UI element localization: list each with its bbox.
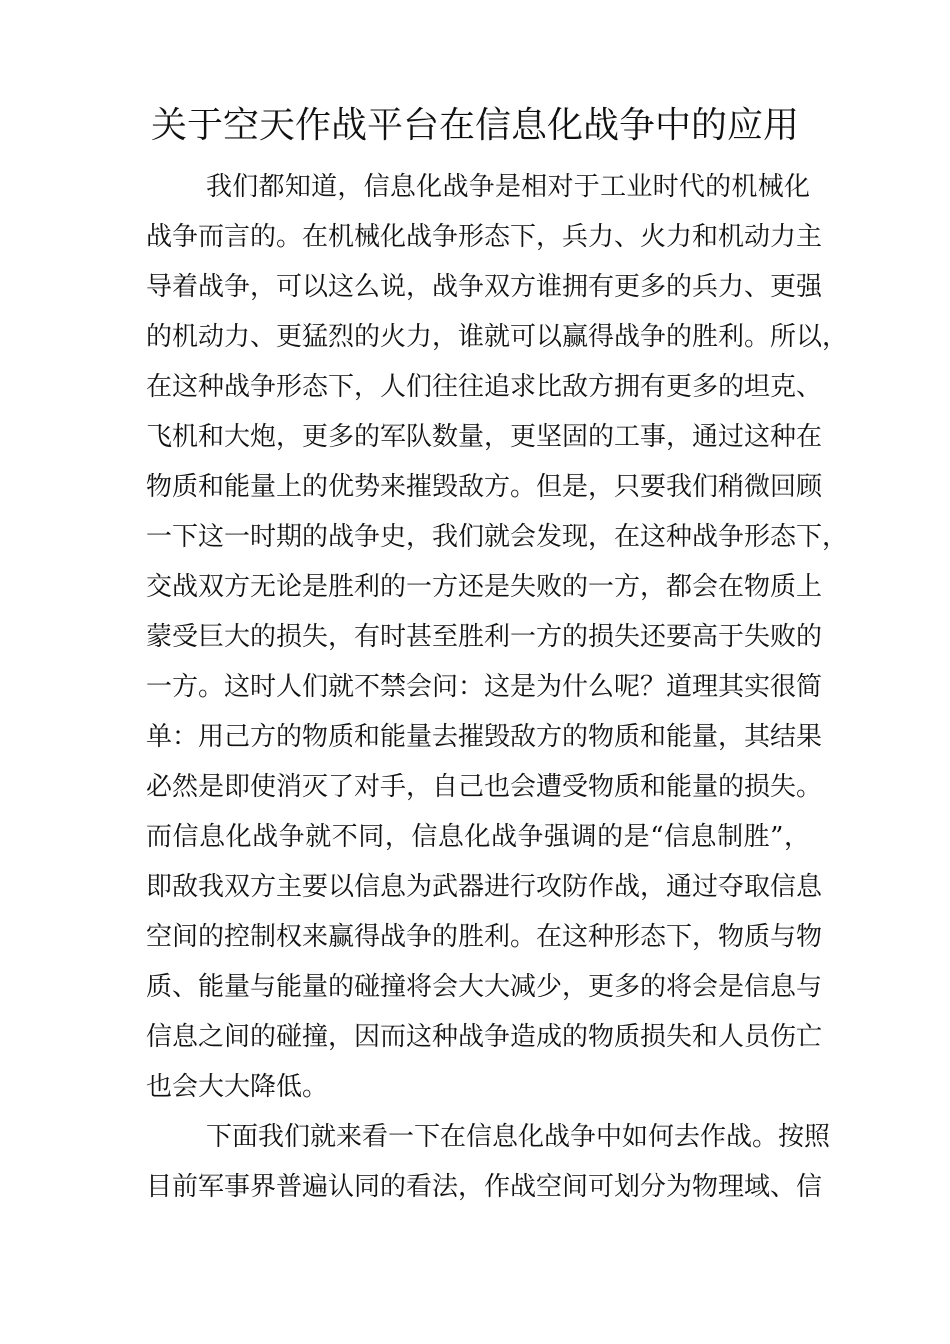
paragraph-1-line-18: 信息之间的碰撞，因而这种战争造成的物质损失和人员伤亡: [146, 1022, 823, 1052]
paragraph-1-line-5: 在这种战争形态下，人们往往追求比敌方拥有更多的坦克、: [146, 372, 823, 402]
paragraph-1-line-13: 必然是即使消灭了对手，自己也会遭受物质和能量的损失。: [146, 772, 823, 802]
paragraph-1-line-7: 物质和能量上的优势来摧毁敌方。但是，只要我们稍微回顾: [146, 472, 823, 502]
document-body: [146, 162, 849, 1212]
paragraph-1-line-16: 空间的控制权来赢得战争的胜利。在这种形态下，物质与物: [146, 922, 823, 952]
paragraph-2-line-2: 目前军事界普遍认同的看法，作战空间可划分为物理域、信: [146, 1172, 823, 1202]
paragraph-1-line-14: 而信息化战争就不同，信息化战争强调的是“信息制胜”，: [146, 822, 810, 852]
paragraph-1-line-4: 的机动力、更猛烈的火力，谁就可以赢得战争的胜利。所以，: [146, 322, 849, 352]
document-title: 关于空天作战平台在信息化战争中的应用: [150, 105, 799, 146]
paragraph-1-line-1: 我们都知道，信息化战争是相对于工业时代的机械化: [206, 172, 810, 202]
paragraph-2-line-1: 下面我们就来看一下在信息化战争中如何去作战。按照: [206, 1122, 831, 1152]
paragraph-1-line-6: 飞机和大炮，更多的军队数量，更坚固的工事，通过这种在: [146, 422, 823, 452]
paragraph-1-line-15: 即敌我双方主要以信息为武器进行攻防作战，通过夺取信息: [146, 872, 823, 902]
paragraph-1-line-8: 一下这一时期的战争史，我们就会发现，在这种战争形态下，: [146, 522, 849, 552]
paragraph-1-line-3: 导着战争，可以这么说，战争双方谁拥有更多的兵力、更强: [146, 272, 823, 302]
paragraph-1-line-19: 也会大大降低。: [146, 1072, 329, 1102]
paragraph-1-line-11: 一方。这时人们就不禁会问：这是为什么呢？道理其实很简: [146, 672, 823, 702]
paragraph-1-line-2: 战争而言的。在机械化战争形态下，兵力、火力和机动力主: [146, 222, 823, 252]
paragraph-1-line-12: 单：用己方的物质和能量去摧毁敌方的物质和能量，其结果: [146, 722, 823, 752]
paragraph-1-line-10: 蒙受巨大的损失，有时甚至胜利一方的损失还要高于失败的: [146, 622, 823, 652]
paragraph-1-line-17: 质、能量与能量的碰撞将会大大减少，更多的将会是信息与: [146, 972, 823, 1002]
paragraph-1-line-9: 交战双方无论是胜利的一方还是失败的一方，都会在物质上: [146, 572, 823, 602]
